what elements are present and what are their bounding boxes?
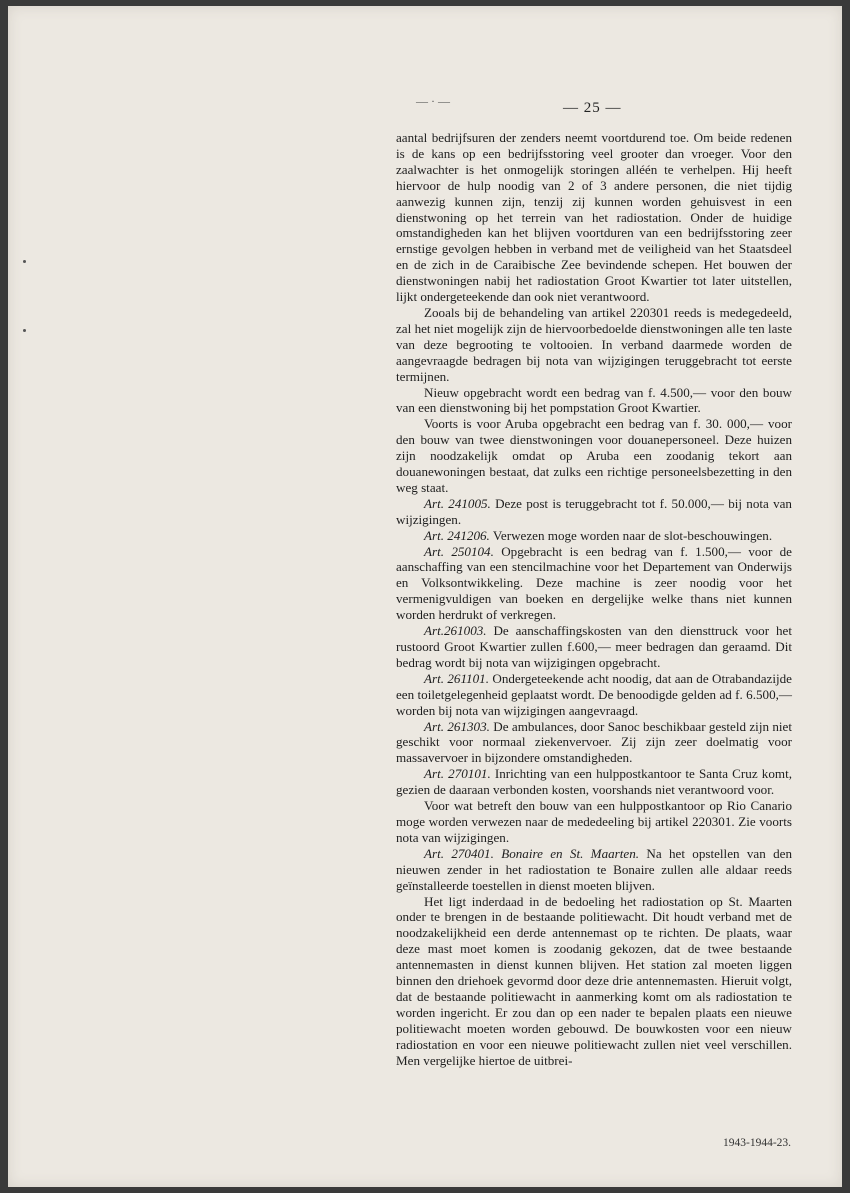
paragraph: Voor wat betreft den bouw van een hulppostkantoor op Rio Canario moge worden verwezen naar de mededeeling bij artikel 220301. Zie voorts nota van wijzigingen. [396,798,792,845]
article-ref: Art. 270401. Bonaire en St. Maarten. [424,845,640,861]
article-paragraph: Art. 261303. De ambulances, door Sanoc beschikbaar gesteld zijn niet geschikt voor normaal ziekenvervoer. Zij zijn zeer doelmatig voor massavervoer in bijzondere omstandigheden. [396,718,792,766]
article-paragraph: Art. 270401. Bonaire en St. Maarten. Na het opstellen van den nieuwen zender in het radiostation te Bonaire zullen alle aldaar reeds geïnstalleerde toestellen in dienst moeten blijven. [396,845,792,893]
article-paragraph: Art. 250104. Opgebracht is een bedrag van f. 1.500,— voor de aanschaffing van een stencilmachine voor het Departement van Onderwijs en Volksontwikkeling. Deze machine is zeer noodig voor het vermenigvuldigen van boeken en dergelijke welke thans niet kunnen worden herdrukt of verkregen. [396,543,792,623]
article-ref: Art.261003. [424,623,487,639]
paragraph: Nieuw opgebracht wordt een bedrag van f. 4.500,— voor den bouw van een dienstwoning bij het pompstation Groot Kwartier. [396,384,792,416]
article-paragraph: Art. 270101. Inrichting van een hulppostkantoor te Santa Cruz komt, gezien de daaraan verbonden kosten, voorshands niet verantwoord voor. [396,766,792,798]
paragraph: Voorts is voor Aruba opgebracht een bedrag van f. 30. 000,— voor den bouw van twee dienstwoningen voor douanepersoneel. Deze huizen zijn noodzakelijk omdat op Aruba een zoodanig tekort aan douanewoningen bestaat, dat zulks een richtige personeelsbezetting in den weg staat. [396,416,792,495]
stray-mark: — · — [416,94,450,108]
article-ref: Art. 270101. [424,766,491,782]
article-ref: Art. 261101. [424,670,489,686]
margin-dot [23,260,26,263]
article-ref: Art. 241206. [424,527,490,543]
article-ref: Art. 250104. [424,543,494,559]
paragraph: aantal bedrijfsuren der zenders neemt voortdurend toe. Om beide redenen is de kans op een bedrijfsstoring veel grooter dan vroeger. Voor den zaalwachter is het onmogelijk storingen alléén te verhelpen. Hij heeft hiervoor de hulp noodig van 2 of 3 andere personen, die niet tijdig aanwezig kunnen zijn, tenzij zij kunnen worden gehuisvest in een dienstwoning op het terrein van het radiostation. Onder de huidige omstandigheden kan het blijven voortduren van een bedrijfsstoring zeer ernstige gevolgen hebben in verband met de veiligheid van het Staatsdeel en de zich in de Caraibische Zee bevindende schepen. Het bouwen der dienstwoningen nabij het radiostation Groot Kwartier tot later uitstellen, lijkt ondergeteekende dan ook niet verantwoord. [396,130,792,305]
body-text [396,130,792,1068]
document-page [8,6,842,1187]
article-paragraph: Art. 241206. Verwezen moge worden naar de slot-beschouwingen. [424,527,773,543]
paragraph: Zooals bij de behandeling van artikel 220301 reeds is medegedeeld, zal het niet mogelijk zijn de hiervoorbedoelde dienstwoningen alle ten laste van deze begrooting te voltooien. In verband daarmede worden de aangevraagde bedragen bij nota van wijzigingen teruggebracht tot eerste termijnen. [396,304,792,384]
page-number: — 25 — [563,100,622,116]
article-ref: Art. 241005. [424,495,491,511]
article-ref: Art. 261303. [424,718,490,734]
article-paragraph: Art. 241005. Deze post is teruggebracht tot f. 50.000,— bij nota van wijzigingen. [396,495,792,527]
footer-reference: 1943-1944-23. [723,1137,792,1149]
paragraph: Het ligt inderdaad in de bedoeling het radiostation op St. Maarten onder te brengen in de bestaande politiewacht. Dit houdt verband met de noodzakelijkheid een derde antennemast op te richten. De plaats, waar deze mast moet komen is zoodanig gekozen, dat de twee bestaande antennemasten in dienst kunnen blijven. Het station zal moeten liggen binnen den driehoek gevormd door deze drie antennemasten. Hieruit volgt, dat de bestaande politiewacht in aanmerking komt om als radiostation te worden ingericht. Er zou dan op een nader te bepalen plaats een nieuwe politiewacht moeten worden gebouwd. De bouwkosten voor een nieuw radiostation en voor een nieuwe politiewacht zullen niet veel verschillen. Men vergelijke hiertoe de uitbrei- [396,893,792,1068]
article-paragraph: Art.261003. De aanschaffingskosten van den diensttruck voor het rustoord Groot Kwartier zullen f.600,— meer bedragen dan geraamd. Dit bedrag wordt bij nota van wijzigingen opgebracht. [396,623,792,670]
article-paragraph: Art. 261101. Ondergeteekende acht noodig, dat aan de Otrabandazijde een toiletgelegenheid geplaatst wordt. De benoodigde gelden ad f. 6.500,— worden bij nota van wijzigingen aangevraagd. [396,670,792,718]
margin-dot [23,329,26,332]
